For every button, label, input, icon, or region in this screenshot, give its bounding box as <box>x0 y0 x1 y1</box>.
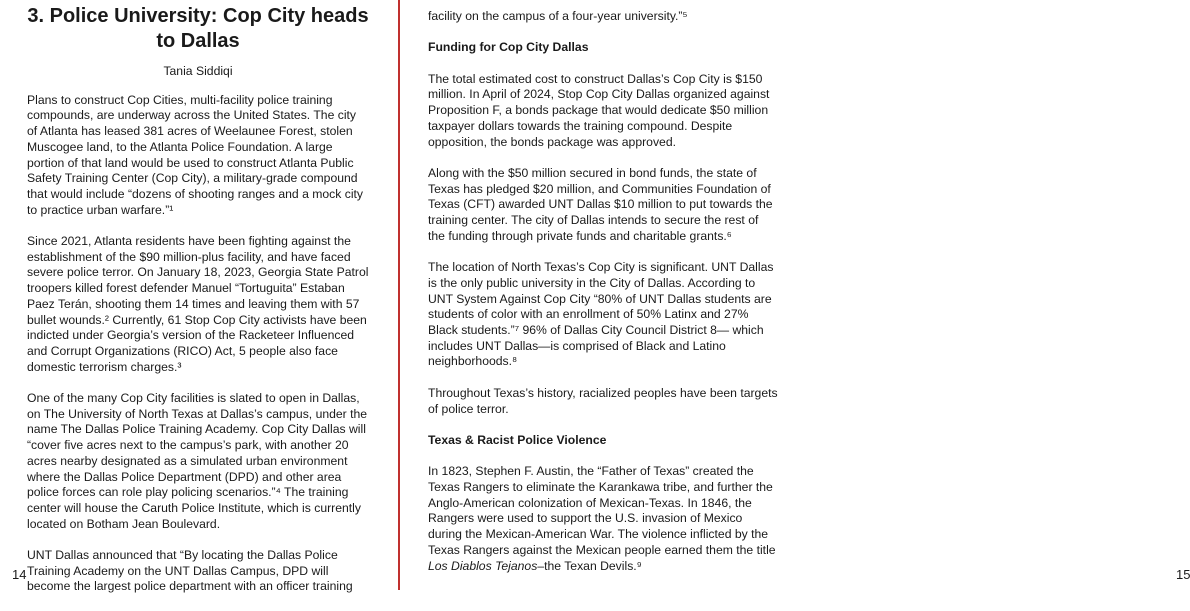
author-name: Tania Siddiqi <box>163 64 233 78</box>
paragraph: UNT Dallas announced that “By locating the Dallas Police Training Academy on the UNT Dallas Campus, DPD will become the largest police department with an officer training <box>27 548 353 594</box>
left-text-column <box>27 4 369 611</box>
paragraph: Throughout Texas’s history, racialized peoples have been targets of police terror. <box>428 385 778 416</box>
paragraph: Since 2021, Atlanta residents have been fighting against the establishment of the $90 million-plus facility, and have faced severe police terror. On January 18, 2023, Georgia State Patrol troopers killed forest defender Manuel “Tortuguita” Estaban Paez Terán, shooting them 14 times and leaving them with 57 bullet wounds.² Currently, 61 Stop Cop City activists have been indicted under Georgia’s version of the Racketeer Influenced and Corrupt Organizations (RICO) Act, 5 people also face domestic terrorism charges.³ <box>27 234 369 374</box>
right-page <box>400 0 1190 590</box>
paragraph: facility on the campus of a four-year university.”⁵ <box>428 9 688 23</box>
paragraph <box>428 464 778 574</box>
paragraph-text: In 1823, Stephen F. Austin, the “Father of Texas” created the Texas Rangers to eliminate the Karankawa tribe, and further the Anglo-American colonization of Mexican-Texas. In 1846, the Rangers were used to support the U.S. invasion of Mexico during the Mexican-American War. The violence inflicted by the Texas Rangers against the Mexican people earned them the title <box>428 464 776 557</box>
paragraph: Along with the $50 million secured in bond funds, the state of Texas has pledged $20 million, and Communities Foundation of Texas (CFT) awarded UNT Dallas $10 million to put towards the training center. The city of Dallas intends to secure the rest of the funding through private funds and charitable grants.⁶ <box>428 165 773 243</box>
paragraph: The location of North Texas’s Cop City is significant. UNT Dallas is the only public university in the City of Dallas. According to UNT System Against Cop City “80% of UNT Dallas students are students of color with an enrollment of 50% Latinx and 27% Black students.”⁷ 96% of Dallas City Council District 8— which includes UNT Dallas—is comprised of Black and Latino neighborhoods.⁸ <box>428 260 774 369</box>
section-heading-violence: Texas & Racist Police Violence <box>428 432 607 447</box>
chapter-title: 3. Police University: Cop City heads to Dallas <box>27 5 369 52</box>
page-number-left: 14 <box>12 567 27 582</box>
section-heading-funding: Funding for Cop City Dallas <box>428 40 589 55</box>
left-page <box>0 0 398 594</box>
page-number-right: 15 <box>1176 567 1190 582</box>
paragraph: Plans to construct Cop Cities, multi-facility police training compounds, are underway across the United States. The city of Atlanta has leased 381 acres of Weelaunee Forest, stolen Muscogee land, to the Atlanta Police Foundation. A large portion of that land would be used to construct Atlanta Public Safety Training Center (Cop City), a military-grade compound that would include “dozens of shooting ranges and a mock city to practice urban warfare.”¹ <box>27 92 364 217</box>
italic-title: Los Diablos Tejanos <box>428 558 538 573</box>
paragraph: The total estimated cost to construct Dallas’s Cop City is $150 million. In April of 2024, Stop Cop City Dallas organized against Proposition F, a bonds package that would dedicate $50 million taxpayer dollars towards the training compound. Despite opposition, the bonds package was approved. <box>428 71 770 149</box>
paragraph-text: –the Texan Devils.⁹ <box>537 558 642 573</box>
paragraph: One of the many Cop City facilities is slated to open in Dallas, on The University of North Texas at Dallas’s campus, under the name The Dallas Police Training Academy. Cop City Dallas will “cover five acres next to the campus’s park, with another 20 acres nearby designated as a simulated urban environment where the Dallas Police Department (DPD) and other area police forces can role play policing scenarios.”⁴ The training center will house the Caruth Police Institute, which is currently located on Botham Jean Boulevard. <box>27 391 368 531</box>
right-text-column <box>428 9 778 590</box>
